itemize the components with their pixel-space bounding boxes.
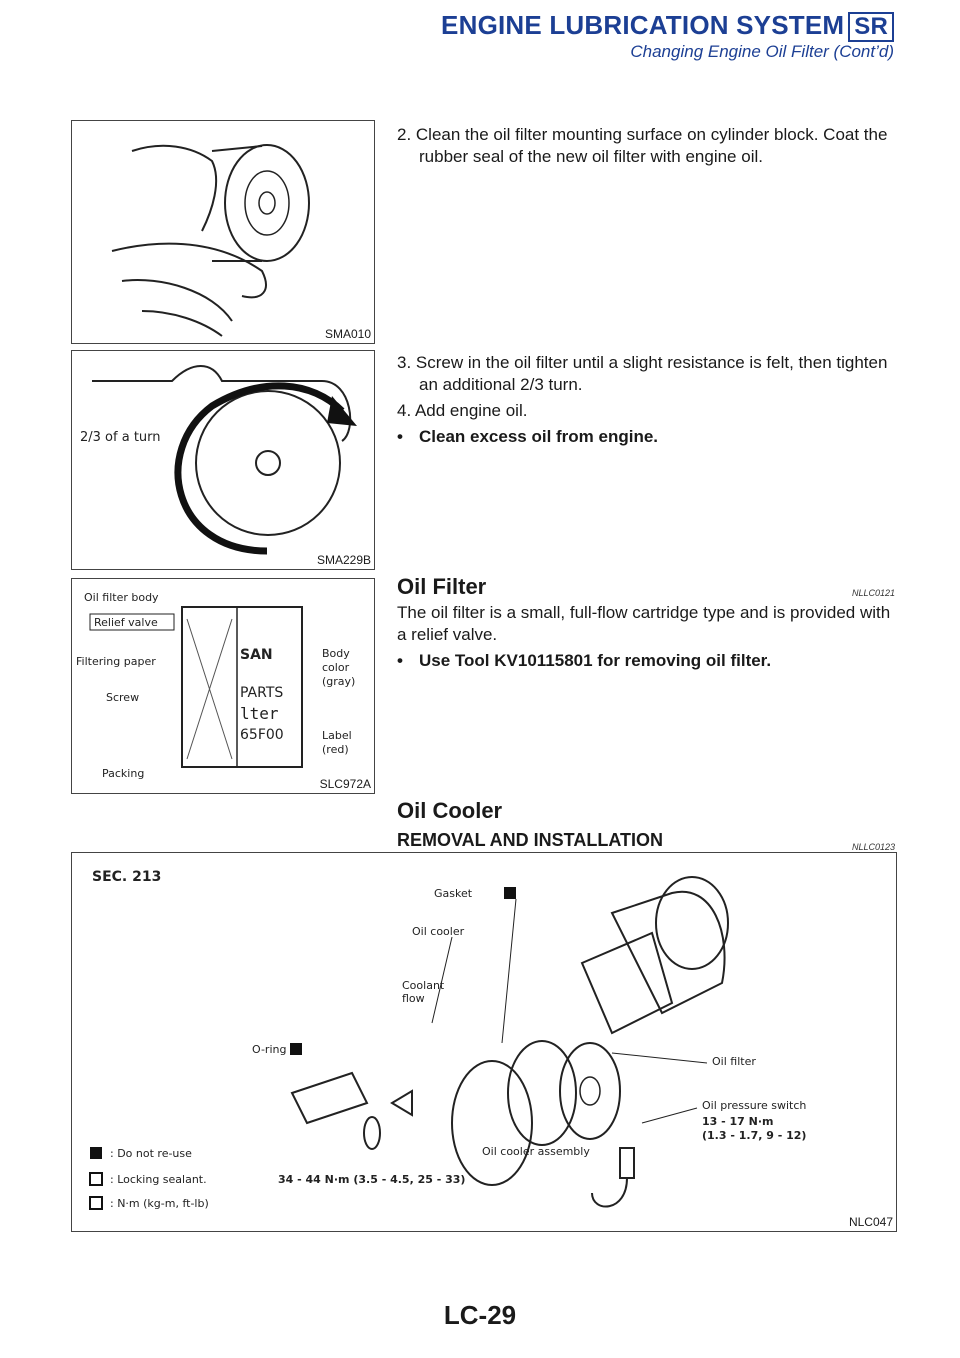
oil-filter-cutaway-illustration (72, 579, 374, 793)
oil-cooler-exploded-illustration (72, 853, 896, 1231)
bullet-text: Clean excess oil from engine. (419, 427, 659, 446)
bullet-icon: • (397, 651, 403, 670)
label-packing: Packing (102, 767, 145, 780)
legend-torque: : N·m (kg-m, ft-lb) (110, 1197, 209, 1210)
label-color-2: color (322, 661, 350, 674)
bullet-text: Use Tool KV10115801 for removing oil filter. (419, 651, 772, 670)
header-badge: SR (848, 12, 894, 42)
label-ops-torque-1: 13 - 17 N·m (702, 1115, 774, 1128)
bullet-use-tool (397, 650, 895, 672)
legend-sealant: : Locking sealant. (110, 1173, 207, 1186)
label-paper: Filtering paper (76, 655, 156, 668)
label-label-1: Label (322, 729, 352, 742)
bullet-icon: • (397, 427, 403, 446)
step-3-line-2: an additional 2/3 turn. (419, 375, 583, 394)
oil-filter-paragraph: The oil filter is a small, full-flow cartridge type and is provided with a relief valve. (397, 603, 891, 644)
header-title-text: ENGINE LUBRICATION SYSTEM (441, 10, 845, 40)
step-2 (397, 124, 897, 168)
label-ops: Oil pressure switch (702, 1099, 807, 1112)
label-assembly: Oil cooler assembly (482, 1145, 590, 1158)
page-header-subtitle: Changing Engine Oil Filter (Cont’d) (630, 42, 894, 61)
oil-cooler-subheading-row (397, 830, 895, 852)
label-oring: O-ring (252, 1043, 287, 1056)
oil-cooler-subheading: REMOVAL AND INSTALLATION (397, 830, 663, 850)
figure-id: SMA010 (324, 327, 371, 341)
step-4: 4. Add engine oil. (397, 401, 528, 420)
bullet-clean-oil (397, 426, 897, 448)
oil-filter-ref: NLLC0121 (851, 588, 895, 598)
label-body: Oil filter body (84, 591, 159, 604)
label-parts: PARTS (240, 685, 284, 701)
figure-id: NLC047 (848, 1215, 893, 1229)
step-3-line-1: 3. Screw in the oil filter until a slight resistance is felt, then tighten (397, 353, 888, 372)
label-color-1: Body (322, 647, 350, 660)
legend-no-reuse: : Do not re-use (110, 1147, 192, 1160)
oil-filter-heading: Oil Filter (397, 574, 487, 599)
page-number: LC-29 (443, 1300, 517, 1330)
label-screw: Screw (106, 691, 140, 704)
label-oil-cooler: Oil cooler (412, 925, 465, 938)
section-number: SEC. 213 (92, 869, 162, 885)
label-ops-torque-2: (1.3 - 1.7, 9 - 12) (702, 1129, 807, 1142)
label-oil-filter: Oil filter (712, 1055, 756, 1068)
label-lter: lter (240, 704, 279, 723)
label-label-2: (red) (322, 743, 349, 756)
filter-rotation-illustration (72, 351, 374, 569)
rotation-label: 2/3 of a turn (80, 430, 161, 445)
label-relief: Relief valve (94, 616, 158, 629)
steps-3-4 (397, 352, 897, 448)
page-header-title (441, 10, 894, 42)
label-code: 65F00 (240, 727, 284, 743)
label-gasket: Gasket (434, 887, 473, 900)
figure-sma010 (71, 120, 375, 344)
label-coolant-1: Coolant (402, 979, 445, 992)
label-bolt-torque: 34 - 44 N·m (3.5 - 4.5, 25 - 33) (278, 1173, 466, 1186)
figure-sma229b (71, 350, 375, 570)
figure-id: SMA229B (316, 553, 371, 567)
figure-nlc047 (71, 852, 897, 1232)
oil-filter-heading-row (397, 574, 895, 602)
step-2-line-2: rubber seal of the new oil filter with engine oil. (419, 147, 763, 166)
oil-cooler-ref: NLLC0123 (851, 842, 895, 852)
hands-filter-illustration (72, 121, 374, 343)
step-2-line-1: 2. Clean the oil filter mounting surface on cylinder block. Coat the (397, 125, 888, 144)
label-brand: SAN (240, 647, 273, 663)
oil-cooler-heading: Oil Cooler (397, 798, 503, 823)
oil-filter-section (397, 574, 895, 672)
label-color-3: (gray) (322, 675, 356, 688)
figure-slc972a (71, 578, 375, 794)
label-coolant-2: flow (402, 992, 425, 1005)
figure-id: SLC972A (319, 777, 371, 791)
